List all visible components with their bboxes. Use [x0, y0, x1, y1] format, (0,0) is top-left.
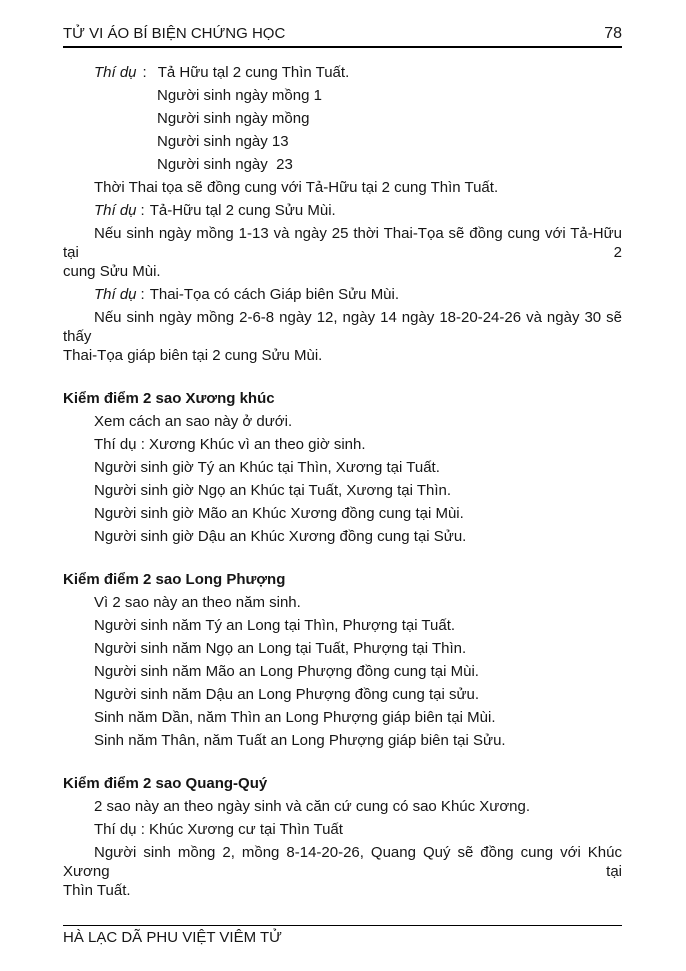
- paragraph-line: Người sinh mồng 2, mồng 8-14-20-26, Quang Quý sẽ đồng cung với Khúc Xương tại: [63, 844, 622, 880]
- body-line: Người sinh năm Mão an Long Phượng đồng cung tại Mùi.: [94, 663, 479, 680]
- paragraph-line: cung Sửu Mùi.: [63, 263, 161, 280]
- paragraph-line: Thai-Tọa giáp biên tại 2 cung Sửu Mùi.: [63, 347, 323, 364]
- paragraph: Thời Thai tọa sẽ đồng cung với Tả-Hữu tại 2 cung Thìn Tuất.: [94, 179, 499, 196]
- body-line: Xem cách an sao này ở dưới.: [94, 413, 293, 430]
- paragraph: [63, 224, 622, 281]
- example-text: Tả-Hữu tạl 2 cung Sửu Mùi.: [149, 202, 336, 219]
- paragraph: [63, 308, 622, 365]
- header-title: TỬ VI ÁO BÍ BIỆN CHỨNG HỌC: [63, 25, 286, 42]
- body-line: Vì 2 sao này an theo năm sinh.: [94, 594, 301, 611]
- paragraph-line: Nếu sinh ngày mồng 1-13 và ngày 25 thời Thai-Tọa sẽ đồng cung với Tả-Hữu tại 2: [63, 225, 622, 261]
- example-colon: :: [140, 202, 145, 219]
- example-text: Thai-Tọa có cách Giáp biên Sửu Mùi.: [149, 286, 400, 303]
- body-line: Thí dụ : Xương Khúc vì an theo giờ sinh.: [94, 436, 366, 453]
- body-line: Người sinh năm Dậu an Long Phượng đồng cung tại sửu.: [94, 686, 480, 703]
- example-line: [63, 201, 622, 220]
- example-colon: :: [140, 286, 145, 303]
- body-line: Người sinh giờ Mão an Khúc Xương đồng cung tại Mùi.: [94, 505, 464, 522]
- page-header: [63, 25, 622, 48]
- list-item: Người sinh ngày mồng: [157, 110, 310, 127]
- example-line: [63, 63, 622, 82]
- footer-text: HÀ LẠC DÃ PHU VIỆT VIÊM TỬ: [63, 929, 282, 946]
- body-line: Thí dụ : Khúc Xương cư tại Thìn Tuất: [94, 821, 343, 838]
- page-body: [63, 63, 622, 904]
- body-line: Người sinh giờ Dậu an Khúc Xương đồng cung tại Sửu.: [94, 528, 467, 545]
- example-label: Thí dụ: [94, 286, 137, 303]
- paragraph-line: Thìn Tuất.: [63, 882, 131, 899]
- example-colon: :: [142, 64, 147, 81]
- page-footer: [63, 925, 622, 946]
- body-line: Sinh năm Dần, năm Thìn an Long Phượng giáp biên tại Mùi.: [94, 709, 496, 726]
- list-item: Người sinh ngày 13: [157, 133, 289, 150]
- paragraph-line: Nếu sinh ngày mồng 2-6-8 ngày 12, ngày 14 ngày 18-20-24-26 và ngày 30 sẽ thấy: [63, 309, 622, 345]
- paragraph: [63, 843, 622, 900]
- example-text: Tả Hữu tạl 2 cung Thìn Tuất.: [157, 64, 350, 81]
- section-heading-quang-quy: Kiểm điểm 2 sao Quang-Quý: [63, 775, 268, 792]
- example-line: [63, 285, 622, 304]
- section-heading-long-phuong: Kiểm điểm 2 sao Long Phượng: [63, 571, 286, 588]
- body-line: Người sinh giờ Tý an Khúc tại Thìn, Xương tại Tuất.: [94, 459, 440, 476]
- list-item: Người sinh ngày 23: [157, 156, 293, 173]
- page-number: 78: [604, 25, 622, 42]
- body-line: 2 sao này an theo ngày sinh và căn cứ cung có sao Khúc Xương.: [94, 798, 531, 815]
- body-line: Người sinh năm Tý an Long tại Thìn, Phượng tại Tuất.: [94, 617, 456, 634]
- example-label: Thí dụ: [94, 64, 137, 81]
- body-line: Người sinh năm Ngọ an Long tại Tuất, Phượng tại Thìn.: [94, 640, 467, 657]
- section-heading-xuong-khuc: Kiểm điểm 2 sao Xương khúc: [63, 390, 275, 407]
- body-line: Người sinh giờ Ngọ an Khúc tại Tuất, Xương tại Thìn.: [94, 482, 451, 499]
- example-label: Thí dụ: [94, 202, 137, 219]
- body-line: Sinh năm Thân, năm Tuất an Long Phượng giáp biên tại Sửu.: [94, 732, 506, 749]
- list-item: Người sinh ngày mồng 1: [157, 87, 322, 104]
